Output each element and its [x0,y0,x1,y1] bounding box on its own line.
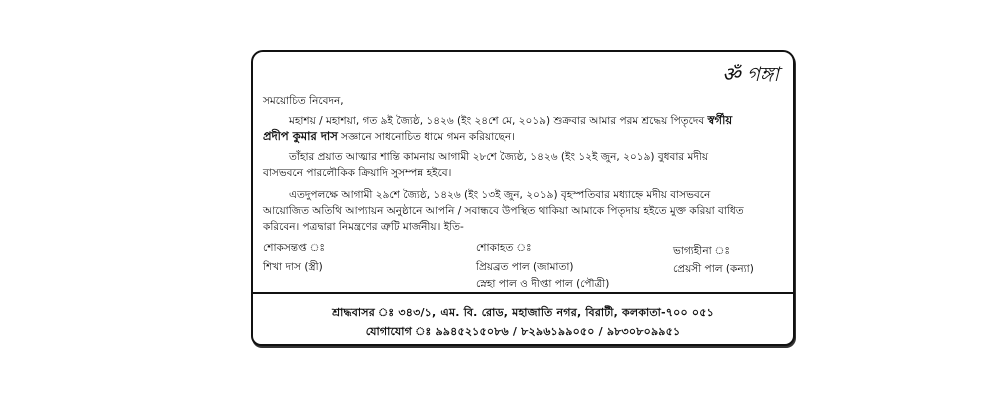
footer-divider [253,292,793,294]
deceased-name: প্রদীপ কুমার দাস [263,129,338,143]
mourner-name-left: শিখা দাস (স্ত্রী) [263,261,323,273]
paragraph-3-line-2: আয়োজিত অতিথি আপ্যায়ন অনুষ্ঠানে আপনি / সবান্ধবে উপস্থিত থাকিয়া আমাকে পিতৃদায় হইতে মুক্ত করিয়া বাধিত [263,205,744,217]
om-ganga-mark: ॐ গঙ্গা [722,62,779,86]
mourner-name-middle-2: স্নেহা পাল ও দীপ্তা পাল (পৌত্রী) [476,278,610,290]
paragraph-1-line-1 [289,113,732,128]
paragraph-1-text: মহাশয় / মহাশয়া, গত ৯ই জ্যৈষ্ঠ, ১৪২৬ (ইং ২৪শে মে, ২০১৯) শুক্রবার আমার পরম শ্রদ্ধেয় পিতৃদেব [289,115,705,127]
ceremony-address: শ্রাদ্ধবাসর ঃ ৩৪৩/১, এম. বি. রোড, মহাজাতি নগর, বিরাটী, কলকাতা-৭০০ ০৫১ [332,306,714,319]
salutation: সময়োচিত নিবেদন, [263,95,344,107]
paragraph-1-text-2: সজ্ঞানে সাধনোচিত ধামে গমন করিয়াছেন। [337,131,515,143]
paragraph-1-line-2 [263,129,515,144]
mourner-name-middle-1: প্রিয়ব্রত পাল (জামাতা) [476,261,574,273]
mourner-label-left: শোকসন্তপ্ত ঃ [263,242,326,254]
mourner-label-middle: শোকাহত ঃ [476,242,532,254]
mourner-label-right: ভাগ্যহীনা ঃ [673,245,730,257]
contact-numbers: যোগাযোগ ঃ ৯৯৪৫২১৫০৮৬ / ৮২৯৬১৯৯০৫০ / ৯৮৩০৮০৯৯৫১ [365,325,681,338]
paragraph-3-line-3: করিবেন। পত্রদ্বারা নিমন্ত্রণের ত্রুটি মার্জনীয়। ইতি- [263,221,464,233]
paragraph-2-line-1: তাঁহার প্রয়াত আত্মার শান্তি কামনায় আগামী ২৮শে জ্যৈষ্ঠ, ১৪২৬ (ইং ১২ই জুন, ২০১৯) বুধবার মদীয় [289,151,709,163]
invitation-card [251,50,795,346]
late-honorific: স্বর্গীয় [707,113,733,127]
mourner-name-right: প্রেয়সী পাল (কন্যা) [673,263,754,275]
paragraph-3-line-1: এতদুপলক্ষে আগামী ২৯শে জ্যৈষ্ঠ, ১৪২৬ (ইং ১৩ই জুন, ২০১৯) বৃহস্পতিবার মধ্যাহ্নে মদীয় বাসভবনে [289,189,711,201]
paragraph-2-line-2: বাসভবনে পারলৌকিক ক্রিয়াদি সুসম্পন্ন হইবে। [263,167,452,179]
